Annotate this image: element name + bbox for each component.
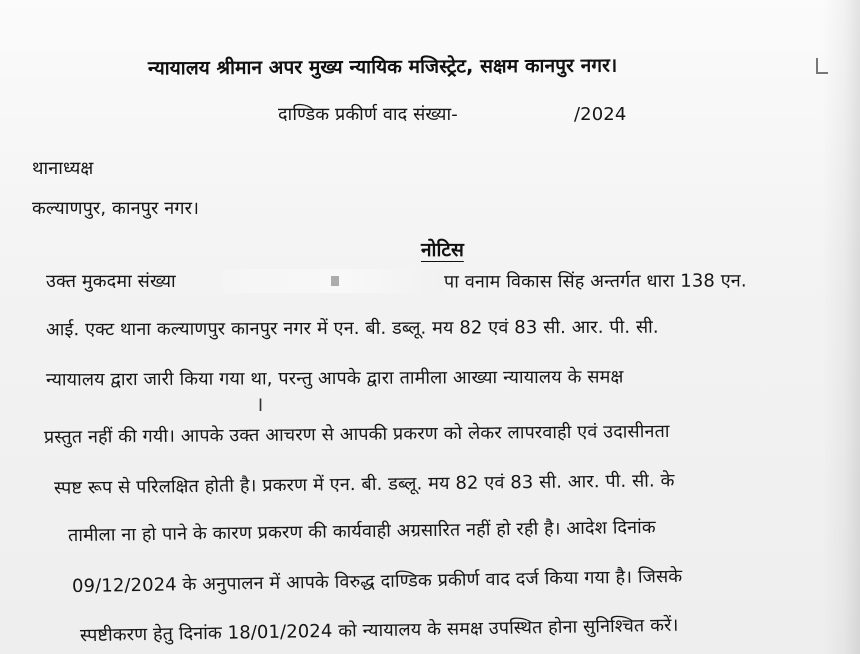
recipient-title: थानाध्यक्ष (32, 158, 94, 179)
text-cursor-icon: I (258, 396, 264, 416)
body-line-1-end: पा वनाम विकास सिंह अन्तर्गत धारा 138 एन. (443, 270, 747, 293)
body-line-8: स्पष्टीकरण हेतु दिनांक 18/01/2024 को न्यायालय के समक्ष उपस्थित होना सुनिश्चित करें। (79, 614, 679, 647)
notice-title: नोटिस (421, 239, 464, 261)
body-line-2: आई. एक्ट थाना कल्याणपुर कानपुर नगर में एन. बी. डब्लू. मय 82 एवं 83 सी. आर. पी. सी. (45, 316, 659, 341)
body-line-5: स्पष्ट रूप से परिलक्षित होती है। प्रकरण में एन. बी. डब्लू. मय 82 एवं 83 सी. आर. पी. सी. के (53, 470, 675, 499)
case-number-label: दाण्डिक प्रकीर्ण वाद संख्या- (278, 104, 458, 125)
page-edge-shadow (822, 0, 860, 654)
body-line-1-start: उक्त मुकदमा संख्या (46, 271, 176, 292)
case-year: /2024 (574, 104, 627, 125)
recipient-address: कल्याणपुर, कानपुर नगर। (32, 198, 199, 219)
body-line-4: प्रस्तुत नहीं की गयी। आपके उक्त आचरण से आपकी प्रकरण को लेकर लापरवाही एवं उदासीनता (43, 420, 670, 449)
body-line-7: 09/12/2024 के अनुपालन में आपके विरुद्ध दाण्डिक प्रकीर्ण वाद दर्ज किया गया है। जिसके (71, 565, 683, 598)
corner-mark (816, 58, 828, 74)
body-line-3: न्यायालय द्वारा जारी किया गया था, परन्तु आपके द्वारा तामीला आख्या न्यायालय के समक्ष (45, 366, 624, 391)
court-heading: न्यायालय श्रीमान अपर मुख्य न्यायिक मजिस्ट्रेट, सक्षम कानपुर नगर। (147, 54, 618, 80)
redacted-case-number (223, 269, 443, 293)
body-line-6: तामीला ना हो पाने के कारण प्रकरण की कार्यवाही अग्रसारित नहीं हो रही है। आदेश दिनांक (67, 516, 656, 547)
